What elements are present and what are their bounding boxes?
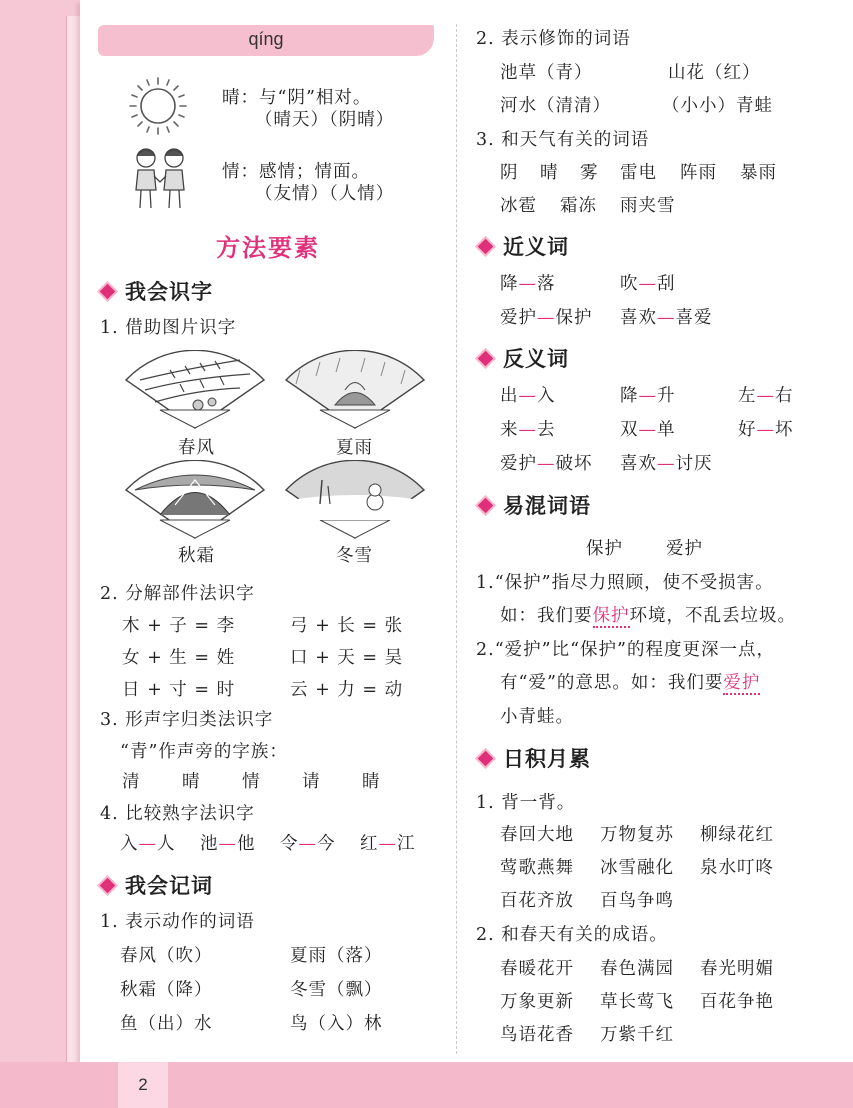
item-spring-idioms: 2. 和春天有关的成语。 <box>476 925 668 945</box>
weather-9: 雨夹雪 <box>620 196 676 216</box>
idiom-8: 万紫千红 <box>600 1025 674 1045</box>
antonym-1: 出—入 <box>500 386 556 406</box>
section-title-text: 我会识字 <box>125 280 213 304</box>
confuse-word-2: 爱护 <box>666 539 703 559</box>
weather-2: 晴 <box>540 163 559 183</box>
weather-3: 雾 <box>580 163 599 183</box>
weather-1: 阴 <box>500 163 519 183</box>
fan-autumn-frost-image <box>120 460 270 540</box>
qing-family-char-3: 情 <box>242 772 261 792</box>
section-title-text: 易混词语 <box>503 494 591 518</box>
item-recite: 1. 背一背。 <box>476 793 576 813</box>
friends-icon <box>128 144 192 212</box>
section-title-text: 反义词 <box>503 347 569 371</box>
char-entry-1-line1: 晴：与“阴”相对。 <box>222 88 372 108</box>
decompose-3a: 日 + 寸 = 时 <box>122 680 236 700</box>
recite-5: 冰雪融化 <box>600 858 674 878</box>
recite-8: 百鸟争鸣 <box>600 891 674 911</box>
decor-1a: 池草（青） <box>500 63 593 83</box>
diamond-bullet-icon <box>100 284 116 300</box>
item-phonetic-grouping: 3. 形声字归类法识字 <box>100 710 274 730</box>
section-remember-words <box>98 870 213 900</box>
diamond-bullet-icon <box>478 239 494 255</box>
weather-8: 霜冻 <box>560 196 597 216</box>
qing-family-char-1: 清 <box>122 772 141 792</box>
confuse-1-line2: 如：我们要保护环境，不乱丢垃圾。 <box>500 606 796 626</box>
antonym-3: 左—右 <box>738 386 794 406</box>
section-title-text: 我会记词 <box>125 874 213 898</box>
idiom-3: 春光明媚 <box>700 959 774 979</box>
char-entry-2-line1: 情：感情；情面。 <box>222 162 370 182</box>
action-1a: 春风（吹） <box>120 946 213 966</box>
method-title: 方法要素 <box>216 233 320 262</box>
idiom-2: 春色满园 <box>600 959 674 979</box>
action-2b: 冬雪（飘） <box>290 980 383 1000</box>
decompose-3b: 云 + 力 = 动 <box>290 680 404 700</box>
item-compare-chars: 4. 比较熟字法识字 <box>100 804 255 824</box>
qing-family-char-2: 晴 <box>182 772 201 792</box>
item-decompose: 2. 分解部件法识字 <box>100 584 255 604</box>
confuse-word-1: 保护 <box>586 539 623 559</box>
fan-winter-snow-image <box>280 460 430 540</box>
idiom-1: 春暖花开 <box>500 959 574 979</box>
idiom-4: 万象更新 <box>500 992 574 1012</box>
compare-pair-3: 令—今 <box>280 834 336 854</box>
fan-summer-rain-image <box>280 350 430 430</box>
fan-label-winter: 冬雪 <box>336 546 373 566</box>
recite-6: 泉水叮咚 <box>700 858 774 878</box>
qing-family-char-5: 睛 <box>362 772 381 792</box>
recite-2: 万物复苏 <box>600 825 674 845</box>
fan-label-autumn: 秋霜 <box>178 546 215 566</box>
char-entry-1-line2: （晴天）（阴晴） <box>255 110 395 130</box>
highlight-protect: 保护 <box>592 606 630 626</box>
confuse-2-line1: 2.“爱护”比“保护”的程度更深一点， <box>476 640 775 660</box>
section-synonyms <box>476 231 569 261</box>
item-decor-words: 2. 表示修饰的词语 <box>476 29 631 49</box>
action-3b: 鸟（入）林 <box>290 1014 383 1034</box>
antonym-7: 爱护—破坏 <box>500 454 593 474</box>
confuse-1-line1: 1.“保护”指尽力照顾，使不受损害。 <box>476 573 774 593</box>
item-action-words: 1. 表示动作的词语 <box>100 912 255 932</box>
pinyin-header <box>98 25 434 56</box>
recite-7: 百花齐放 <box>500 891 574 911</box>
column-divider <box>456 24 457 1054</box>
qing-family-intro: “青”作声旁的字族： <box>120 742 288 762</box>
section-daily-accumulation <box>476 743 591 773</box>
idiom-5: 草长莺飞 <box>600 992 674 1012</box>
weather-7: 冰雹 <box>500 196 537 216</box>
fan-spring-wind-image <box>120 350 270 430</box>
decompose-1b: 弓 + 长 = 张 <box>290 616 404 636</box>
diamond-bullet-icon <box>100 878 116 894</box>
action-3a: 鱼（出）水 <box>120 1014 213 1034</box>
antonym-6: 好—坏 <box>738 420 794 440</box>
char-entry-2-line2: （友情）（人情） <box>255 184 395 204</box>
recite-4: 莺歌燕舞 <box>500 858 574 878</box>
decompose-1a: 木 + 子 = 李 <box>122 616 236 636</box>
weather-5: 阵雨 <box>680 163 717 183</box>
highlight-cherish: 爱护 <box>723 673 761 693</box>
fan-label-spring: 春风 <box>178 438 215 458</box>
action-2a: 秋霜（降） <box>120 980 213 1000</box>
section-title-text: 日积月累 <box>503 747 591 771</box>
pinyin-text: qíng <box>248 29 284 49</box>
section-recognize-chars <box>98 276 213 306</box>
antonym-5: 双—单 <box>620 420 676 440</box>
recite-3: 柳绿花红 <box>700 825 774 845</box>
synonym-3: 爱护—保护 <box>500 308 593 328</box>
antonym-2: 降—升 <box>620 386 676 406</box>
sun-icon <box>128 76 188 136</box>
idiom-6: 百花争艳 <box>700 992 774 1012</box>
page-number: 2 <box>118 1062 168 1108</box>
decompose-2b: 口 + 天 = 吴 <box>290 648 404 668</box>
section-antonyms <box>476 343 569 373</box>
synonym-4: 喜欢—喜爱 <box>620 308 713 328</box>
idiom-7: 鸟语花香 <box>500 1025 574 1045</box>
recite-1: 春回大地 <box>500 825 574 845</box>
diamond-bullet-icon <box>478 751 494 767</box>
diamond-bullet-icon <box>478 498 494 514</box>
weather-6: 暴雨 <box>740 163 777 183</box>
confuse-2-line2: 有“爱”的意思。如：我们要爱护 <box>500 673 761 693</box>
section-confusable-words <box>476 490 591 520</box>
decor-2b: （小小）青蛙 <box>662 96 773 116</box>
weather-4: 雷电 <box>620 163 657 183</box>
synonym-2: 吹—刮 <box>620 274 676 294</box>
compare-pair-1: 入—人 <box>120 834 176 854</box>
item-picture-recognition: 1. 借助图片识字 <box>100 318 237 338</box>
decor-2a: 河水（清清） <box>500 96 611 116</box>
item-weather-words: 3. 和天气有关的词语 <box>476 130 650 150</box>
fan-label-summer: 夏雨 <box>336 438 373 458</box>
section-title-text: 近义词 <box>503 235 569 259</box>
antonym-8: 喜欢—讨厌 <box>620 454 713 474</box>
antonym-4: 来—去 <box>500 420 556 440</box>
compare-pair-4: 红—江 <box>360 834 416 854</box>
confuse-2-line3: 小青蛙。 <box>500 707 574 727</box>
decor-1b: 山花（红） <box>668 63 761 83</box>
action-1b: 夏雨（落） <box>290 946 383 966</box>
diamond-bullet-icon <box>478 351 494 367</box>
qing-family-char-4: 请 <box>302 772 321 792</box>
decompose-2a: 女 + 生 = 姓 <box>122 648 236 668</box>
compare-pair-2: 池—他 <box>200 834 256 854</box>
synonym-1: 降—落 <box>500 274 556 294</box>
